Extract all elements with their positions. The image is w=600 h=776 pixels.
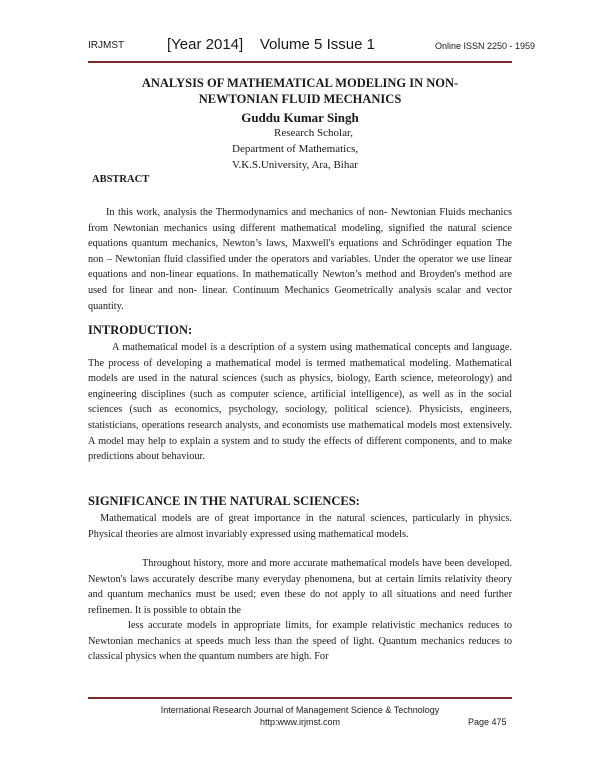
significance-heading: SIGNIFICANCE IN THE NATURAL SCIENCES: (88, 494, 360, 508)
abstract-text: In this work, analysis the Thermodynamics and mechanics of non- Newtonian Fluids mechanics from Newtonian mechanics using different mathematical modeling, signified the natural science equations quantum mechanics, Newton’s laws, Maxwell's equations and Schrödinger equation The non – Newtonian fluid classified under the operators and variables. Under the operator we use linear equations and non-linear equations. In mathematically Newton’s method and Broyden's method are used for linear and non- linear. Continuum Mechanics Geometrically analysis scalar and vector quantity. (88, 207, 512, 312)
page-number: Page 475 (468, 717, 507, 727)
paper-title (88, 75, 512, 107)
footer-rule (88, 697, 512, 699)
year-volume-header (167, 36, 375, 53)
abstract-heading: ABSTRACT (92, 174, 150, 185)
author-name: Guddu Kumar Singh (241, 110, 359, 125)
affiliation-university: V.K.S.University, Ara, Bihar (232, 159, 358, 171)
footer-url: http:www.irjmst.com (259, 717, 340, 727)
year-label: [Year 2014] (167, 36, 244, 53)
affiliation-department: Department of Mathematics, (232, 143, 359, 155)
affiliation-role: Research Scholar, (274, 127, 353, 139)
header-rule (88, 61, 512, 63)
journal-abbrev: IRJMST (88, 40, 125, 51)
introduction-text: A mathematical model is a description of a system using mathematical concepts and language. The process of developing a mathematical model is termed mathematical modeling. Mathematical models are used in the natural sciences (such as physics, biology, Earth science, meteorology) and engineering disciplines (such as computer science, artificial intelligence), as well as in the social sciences (such as economics, psychology, sociology, political science). Physicists, engineers, statisticians, operations research analysts, and economists use mathematical models most extensively. A model may help to explain a system and to study the effects of different components, and to make predictions about behaviour. (88, 342, 512, 463)
significance-paragraph-1: Mathematical models are of great importance in the natural sciences, particularly in physics. Physical theories are almost invariably expressed using mathematical models. (88, 513, 512, 540)
significance-paragraph-2: Throughout history, more and more accurate mathematical models have been developed. Newton's laws accurately describe many everyday phenomena, but at certain limits relativity theory and quantum mechanics must be used; even these do not apply to all situations and need further refinemen. It is possible to obtain the (88, 558, 512, 616)
issn-label: Online ISSN 2250 - 1959 (435, 41, 536, 51)
title-line-2: NEWTONIAN FLUID MECHANICS (198, 92, 402, 106)
footer-journal-name: International Research Journal of Management Science & Technology (160, 705, 440, 715)
title-line-1: ANALYSIS OF MATHEMATICAL MODELING IN NON- (141, 76, 459, 90)
significance-paragraph-3: less accurate models in appropriate limits, for example relativistic mechanics reduces to Newtonian mechanics at speeds much less than the speed of light. Quantum mechanics reduces to classical physics when the quantum numbers are high. For (88, 620, 512, 663)
introduction-heading: INTRODUCTION: (88, 323, 193, 337)
volume-label: Volume 5 Issue 1 (259, 36, 375, 53)
